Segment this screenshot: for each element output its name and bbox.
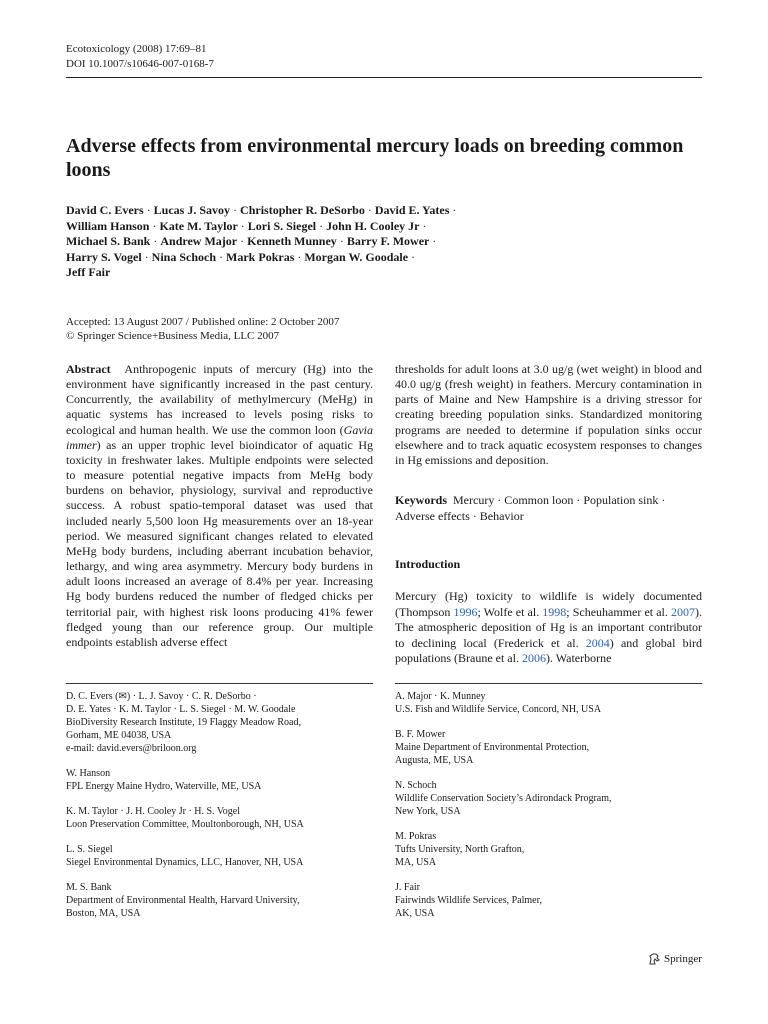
affiliation-line: L. S. Siegel — [66, 844, 113, 855]
author: David C. Evers — [66, 203, 144, 217]
affiliation-line: Loon Preservation Committee, Moultonborough, NH, USA — [66, 819, 304, 830]
affiliation-line: MA, USA — [395, 857, 437, 868]
introduction-heading: Introduction — [395, 557, 461, 571]
affiliation-line: FPL Energy Maine Hydro, Waterville, ME, USA — [66, 781, 262, 792]
introduction-text — [395, 589, 702, 667]
author: Harry S. Vogel — [66, 249, 142, 264]
footnote-rule — [66, 683, 373, 684]
affiliation-line: N. Schoch — [395, 780, 437, 791]
affiliation-line: U.S. Fish and Wildlife Service, Concord, NH, USA — [395, 704, 602, 715]
affiliation-line: B. F. Mower — [395, 729, 446, 740]
publication-dates — [66, 315, 339, 343]
affiliation-line: D. E. Yates · K. M. Taylor · L. S. Siegel · M. W. Goodale — [66, 704, 296, 715]
affiliation — [66, 881, 373, 920]
author: Kate M. Taylor — [159, 218, 238, 233]
accepted-published: Accepted: 13 August 2007 / Published online: 2 October 2007 — [66, 316, 340, 328]
citation-link[interactable]: 1998 — [542, 604, 567, 619]
author: Lori S. Siegel — [247, 218, 317, 233]
footnote-rule — [395, 683, 702, 684]
paper-title: Adverse effects from environmental mercury loads on breeding common loons — [66, 135, 684, 181]
affiliation — [66, 690, 373, 755]
author: Morgan W. Goodale — [304, 249, 409, 264]
affiliation-line: Gorham, ME 04038, USA — [66, 730, 172, 741]
abstract-text: ) as an upper trophic level bioindicator of aquatic Hg toxicity in freshwater lakes. Multiple endpoints were selected to measure potential negative impacts from MeHg body burdens on behavior, physiology, survival and reproductive success. A robust spatio-temporal dataset was used that included nearly 5,500 loon Hg measurements over an 18-year period. We measured significant changes related to elevated MeHg body burdens, including aberrant incubation behavior, lethargy, and wing area asymmetry. Mercury body burdens in adult loons increased an average of 8.4% per year. Increasing Hg body burdens reduced the number of fledged chicks per territorial pair, with highest risk loons producing 41% fewer fledged young than our reference group. Our multiple endpoints establish adverse effect — [66, 437, 373, 649]
author: Jeff Fair — [66, 265, 111, 279]
intro-text-run: Mercury (Hg) toxicity to wildlife is widely documented (Thompson — [395, 589, 702, 619]
affiliation-line: W. Hanson — [66, 768, 111, 779]
affiliation-line: J. Fair — [395, 882, 420, 893]
author-line: Michael S. Bank · Andrew Major · Kenneth Munney · Barry F. Mower · — [66, 234, 437, 248]
journal-citation: Ecotoxicology (2008) 17:69–81 — [66, 43, 207, 55]
publisher-mark — [647, 952, 702, 966]
affiliation-line: D. C. Evers (✉) · L. J. Savoy · C. R. DeSorbo · — [66, 691, 257, 702]
species-name: Gavia immer — [66, 422, 373, 452]
affiliation-line: Siegel Environmental Dynamics, LLC, Hanover, NH, USA — [66, 857, 304, 868]
affiliation — [66, 767, 373, 793]
affiliations-left — [66, 690, 373, 932]
citation-link[interactable]: 2007 — [671, 604, 695, 619]
affiliation-line: Maine Department of Environmental Protection, — [395, 742, 590, 753]
author: Kenneth Munney — [247, 234, 337, 248]
author: William Hanson — [66, 218, 150, 233]
author: John H. Cooley Jr — [326, 218, 420, 233]
keywords-label: Keywords — [395, 493, 447, 507]
springer-horse-icon — [647, 952, 661, 966]
affiliation-line: Department of Environmental Health, Harvard University, — [66, 895, 300, 906]
header-rule — [66, 77, 702, 78]
author: Michael S. Bank — [66, 234, 151, 248]
keywords — [395, 492, 702, 524]
intro-text-run: ). Waterborne — [545, 651, 612, 665]
author: Christopher R. DeSorbo — [240, 203, 365, 217]
affiliation-line: Tufts University, North Grafton, — [395, 844, 525, 855]
email-link[interactable]: e-mail: david.evers@briloon.org — [66, 743, 197, 754]
intro-text-run: ) and global bird populations (Braune et al. — [395, 635, 702, 665]
affiliation — [66, 805, 373, 831]
affiliation-line: New York, USA — [395, 806, 461, 817]
author-line: William Hanson · Kate M. Taylor · Lori S. Siegel · John H. Cooley Jr · — [66, 218, 427, 233]
intro-text-run: ). The atmospheric deposition of Hg is an important contributor to declining local (Frederick et al. — [395, 604, 702, 650]
author-line: Harry S. Vogel · Nina Schoch · Mark Pokras · Morgan W. Goodale · — [66, 249, 416, 264]
affiliation-line: Wildlife Conservation Society’s Adirondack Program, — [395, 793, 612, 804]
citation-link[interactable]: 2006 — [521, 651, 546, 665]
citation-link[interactable]: 2004 — [585, 635, 610, 650]
abstract-continued: thresholds for adult loons at 3.0 ug/g (wet weight) in blood and 40.0 ug/g (fresh weight) in feathers. Mercury contamination in parts of Maine and New Hampshire is a driving stressor for creating breeding population sinks. Standardized monitoring programs are needed to determine if population sinks occur elsewhere and to track aquatic ecosystem responses to changes in Hg emissions and deposition. — [395, 362, 702, 467]
author-list — [66, 203, 626, 281]
keywords-text: Mercury · Common loon · Population sink · Adverse effects · Behavior — [395, 493, 666, 523]
intro-text-run: ; Wolfe et al. — [477, 604, 543, 619]
abstract-text: Anthropogenic inputs of mercury (Hg) into the environment have significantly increased in the past century. Concurrently, the availability of methylmercury (MeHg) in aquatic systems has increased to levels posing risks to ecological and human health. We use the common loon ( — [66, 362, 373, 437]
affiliation-line: Boston, MA, USA — [66, 908, 141, 919]
copyright: © Springer Science+Business Media, LLC 2007 — [66, 330, 280, 342]
affiliation — [395, 779, 702, 818]
doi[interactable]: DOI 10.1007/s10646-007-0168-7 — [66, 58, 214, 70]
author: David E. Yates — [374, 203, 450, 217]
abstract — [66, 362, 373, 650]
author: Lucas J. Savoy — [153, 203, 231, 217]
citation-link[interactable]: 1996 — [453, 604, 478, 619]
author: Nina Schoch — [151, 249, 217, 264]
affiliation-line: M. Pokras — [395, 831, 437, 842]
affiliation — [395, 728, 702, 767]
affiliations-right — [395, 690, 702, 932]
publisher-name: Springer — [664, 953, 702, 965]
affiliation-line: BioDiversity Research Institute, 19 Flaggy Meadow Road, — [66, 717, 301, 728]
affiliation-line: K. M. Taylor · J. H. Cooley Jr · H. S. Vogel — [66, 806, 241, 817]
affiliation — [395, 830, 702, 869]
affiliation-line: AK, USA — [395, 908, 435, 919]
author-line: David C. Evers · Lucas J. Savoy · Christopher R. DeSorbo · David E. Yates · — [66, 203, 457, 217]
affiliation — [66, 843, 373, 869]
affiliation-line: Augusta, ME, USA — [395, 755, 474, 766]
affiliation-line: M. S. Bank — [66, 882, 112, 893]
abstract-label: Abstract — [66, 362, 111, 376]
author-line — [66, 265, 626, 281]
affiliation — [395, 881, 702, 920]
affiliation-line: A. Major · K. Munney — [395, 691, 486, 702]
author: Mark Pokras — [226, 249, 295, 264]
intro-text-run: ; Scheuhammer et al. — [566, 604, 671, 619]
author: Andrew Major — [160, 234, 238, 248]
affiliation — [395, 690, 702, 716]
affiliation-line: Fairwinds Wildlife Services, Palmer, — [395, 895, 543, 906]
journal-info — [66, 42, 214, 72]
author: Barry F. Mower — [346, 234, 430, 248]
